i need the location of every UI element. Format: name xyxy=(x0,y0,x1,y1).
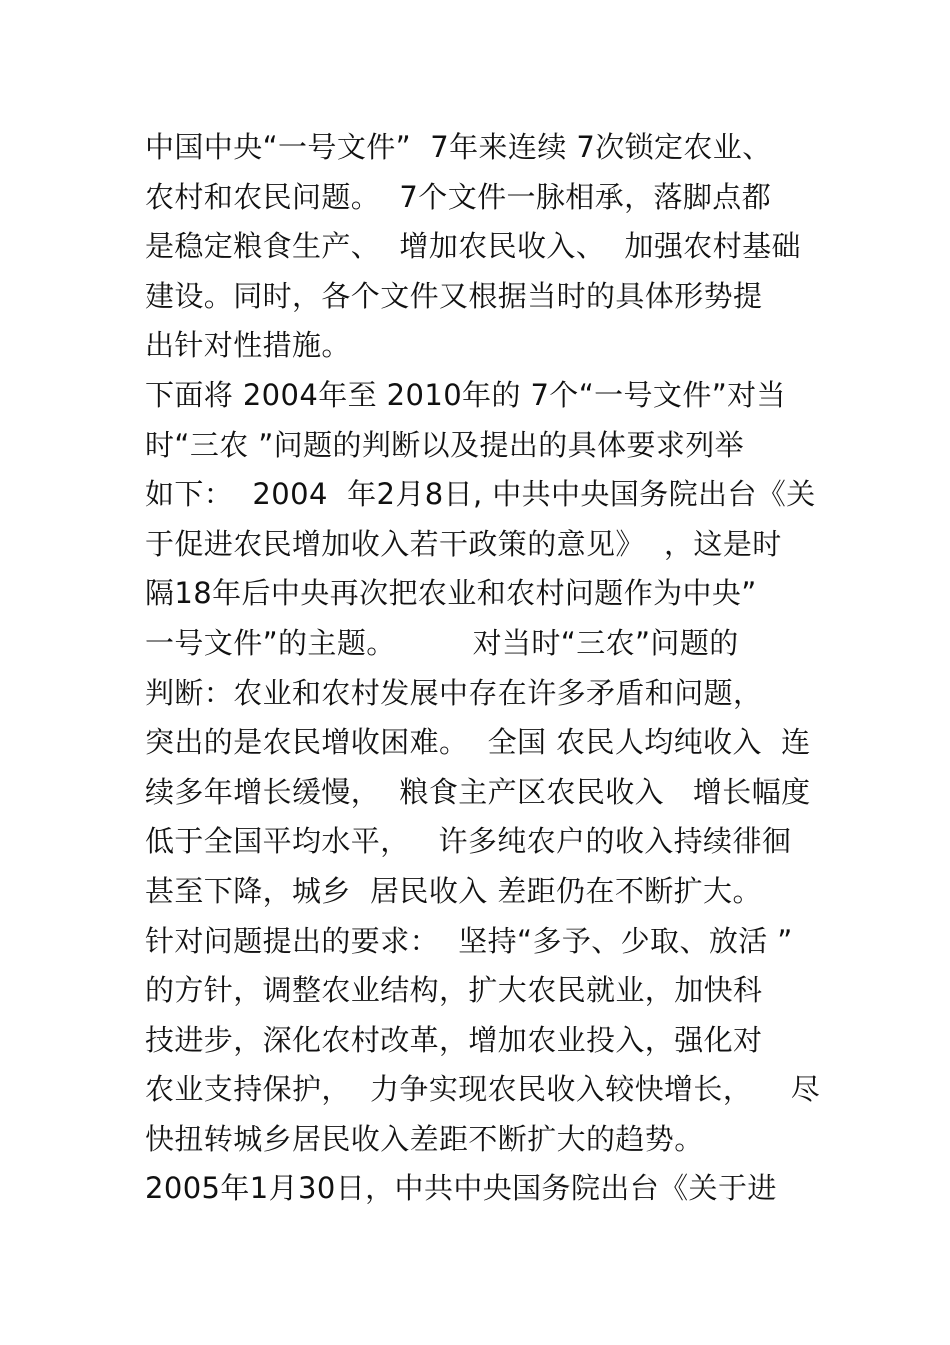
text-line: 一号文件”的主题。 对当时“三农”问题的 xyxy=(145,625,739,660)
text-line: 出针对性措施。 xyxy=(145,328,351,363)
text-line: 判断：农业和农村发展中存在许多矛盾和问题， xyxy=(145,675,763,710)
text-line: 2005年1月30日，中共中央国务院出台《关于进 xyxy=(145,1171,777,1206)
text-line: 低于全国平均水平， 许多纯农户的收入持续徘徊 xyxy=(145,824,792,859)
text-line: 针对问题提出的要求： 坚持“多予、少取、放活 ” xyxy=(145,923,793,958)
text-line: 的方针，调整农业结构，扩大农民就业，加快科 xyxy=(145,973,763,1008)
text-line: 农业支持保护， 力争实现农民收入较快增长， 尽 xyxy=(145,1072,821,1107)
text-line: 下面将 2004年至 2010年的 7个“一号文件”对当 xyxy=(145,377,786,412)
text-line: 突出的是农民增收困难。 全国 农民人均纯收入 连 xyxy=(145,725,811,760)
text-line: 中国中央“一号文件” 7年来连续 7次锁定农业、 xyxy=(145,130,772,164)
text-line: 是稳定粮食生产、 增加农民收入、 加强农村基础 xyxy=(145,229,801,264)
text-line: 快扭转城乡居民收入差距不断扩大的趋势。 xyxy=(145,1121,704,1156)
body-text xyxy=(145,123,825,1214)
text-line: 续多年增长缓慢， 粮食主产区农民收入 增长幅度 xyxy=(145,774,811,809)
text-line: 时“三农 ”问题的判断以及提出的具体要求列举 xyxy=(145,427,745,462)
text-line: 建设。同时，各个文件又根据当时的具体形势提 xyxy=(145,278,763,313)
text-line: 甚至下降，城乡 居民收入 差距仍在不断扩大。 xyxy=(145,873,762,908)
text-line: 隔18年后中央再次把农业和农村问题作为中央” xyxy=(145,576,757,611)
text-line: 如下： 2004 年2月8日, 中共中央国务院出台《关 xyxy=(145,477,816,512)
text-line: 于促进农民增加收入若干政策的意见》 ，这是时 xyxy=(145,526,782,561)
text-line: 农村和农民问题。 7个文件一脉相承，落脚点都 xyxy=(145,179,772,214)
text-line: 技进步，深化农村改革，增加农业投入，强化对 xyxy=(145,1022,763,1057)
